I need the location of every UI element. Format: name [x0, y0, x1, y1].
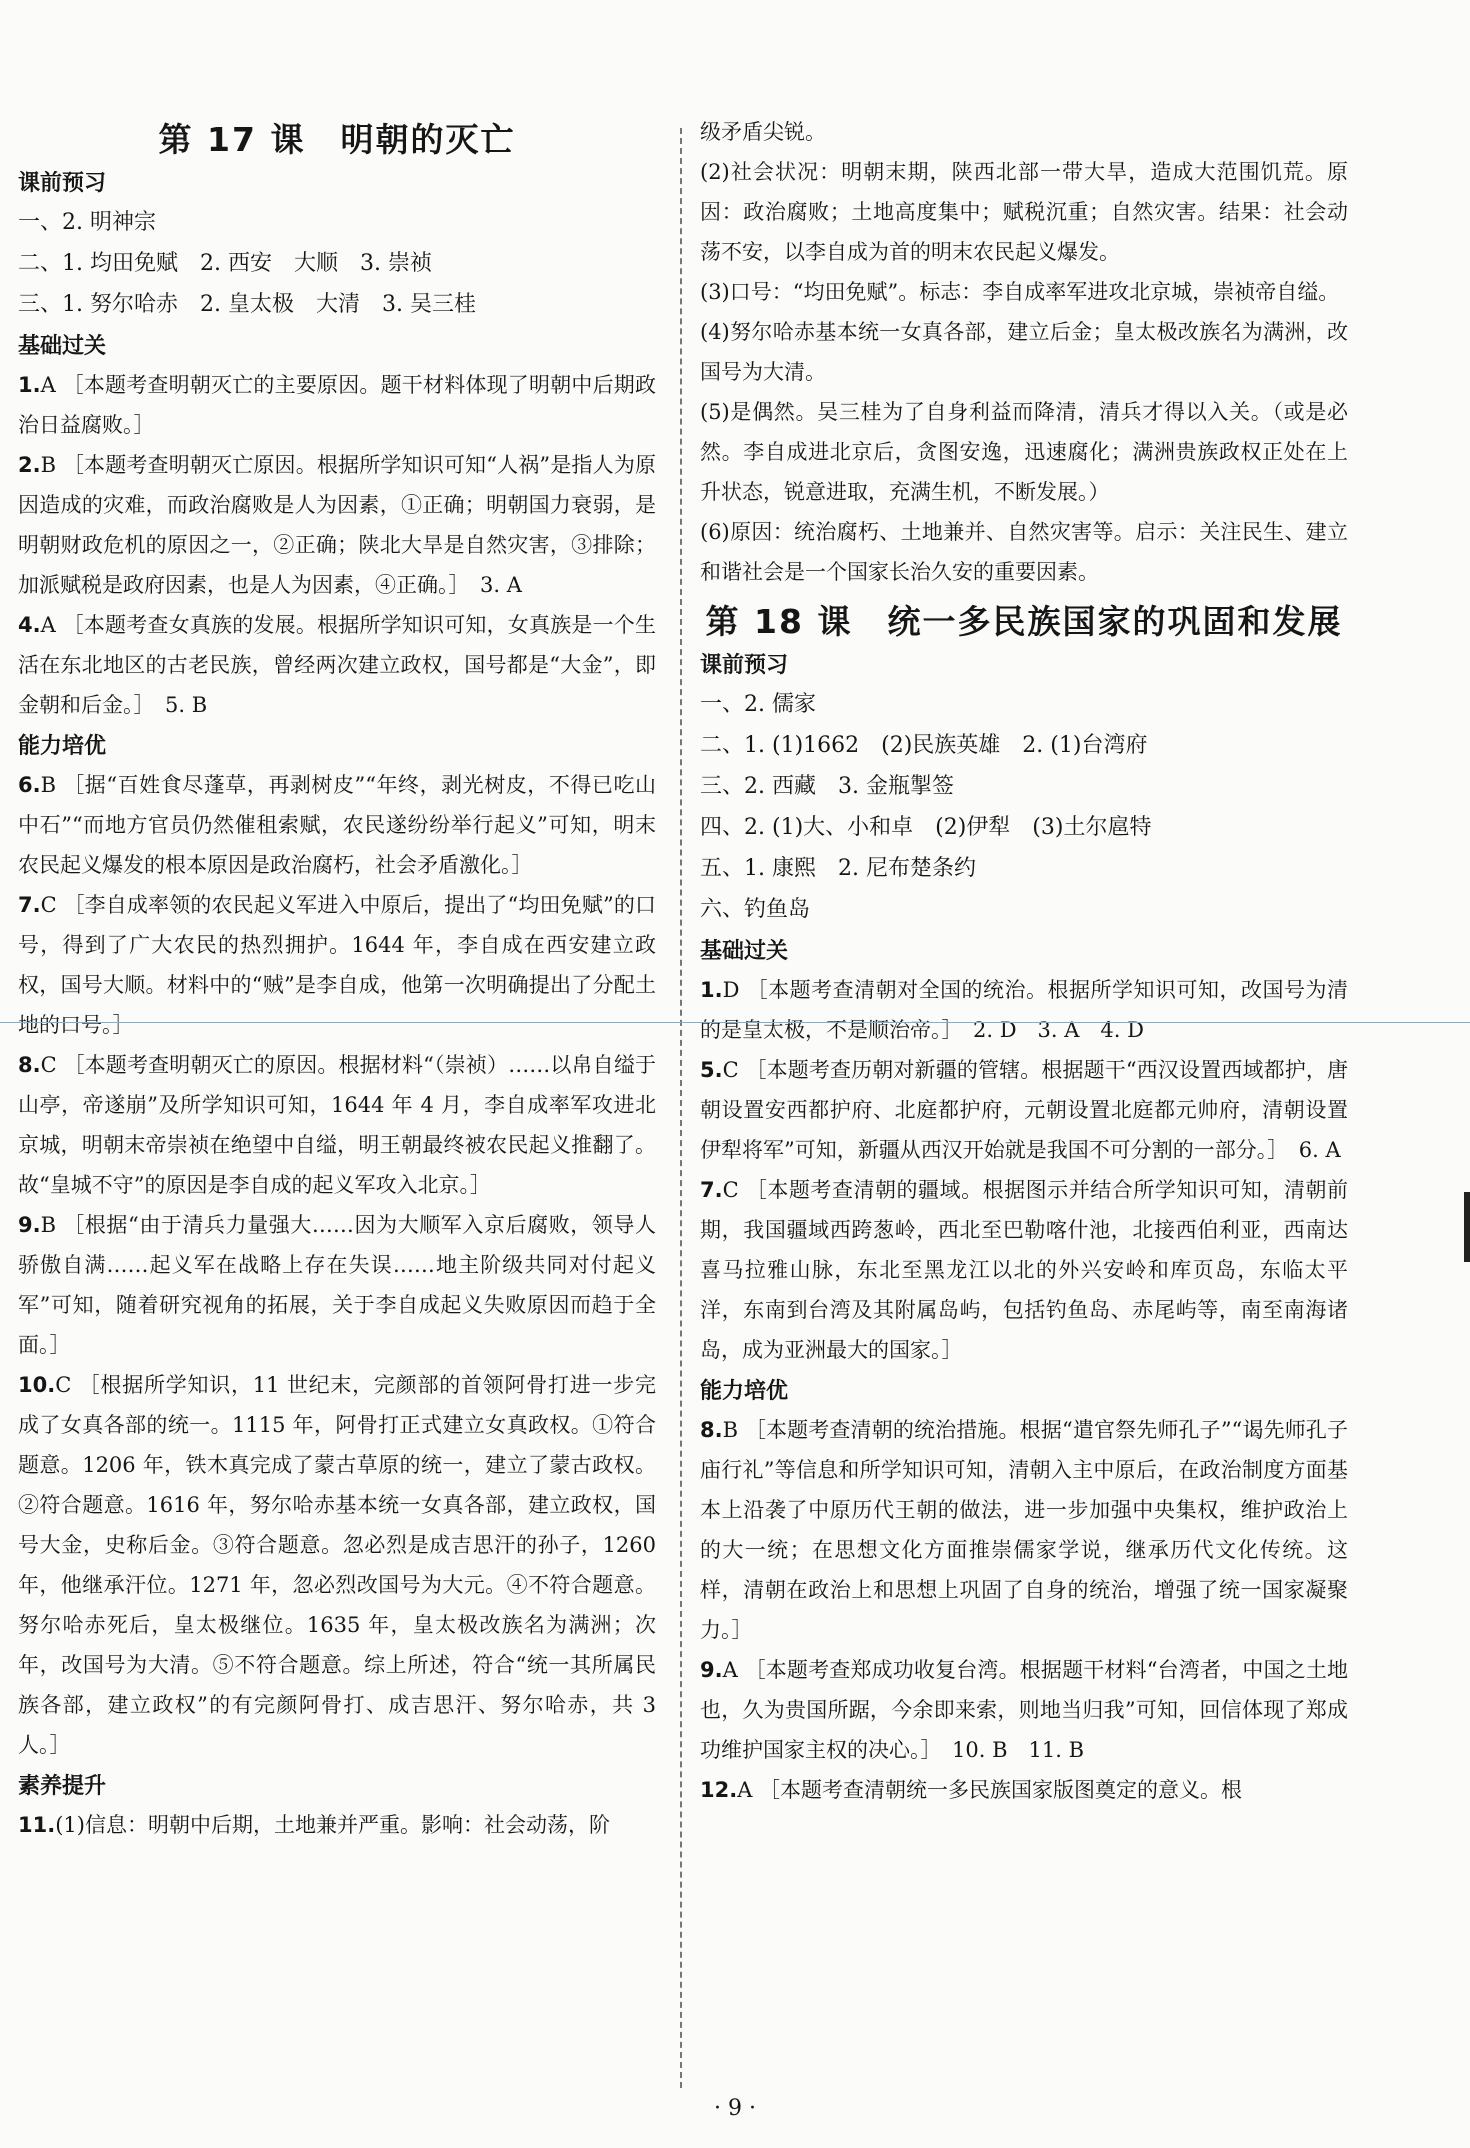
question-number: 1. [700, 978, 723, 1002]
answer-item [700, 1050, 1348, 1170]
answer-item [18, 1805, 656, 1845]
answer-line: 二、1. (1)1662 (2)民族英雄 2. (1)台湾府 [700, 733, 1148, 758]
answer-line: 二、1. 均田免赋 2. 西安 大顺 3. 崇祯 [18, 251, 432, 276]
answer-item [18, 365, 656, 445]
answer-item [700, 1170, 1348, 1370]
answer-text: A ［本题考查清朝统一多民族国家版图奠定的意义。根 [737, 1778, 1243, 1802]
answer-text: B ［本题考查清朝的统治措施。根据“遣官祭先师孔子”“谒先师孔子庙行礼”等信息和所学知识可知，清朝入主中原后，在政治制度方面基本上沿袭了中原历代王朝的做法，进一步加强中央集权，维护政治上的大一统；在思想文化方面推崇儒家学说，继承历代文化传统。这样，清朝在政治上和思想上巩固了自身的统治，增强了统一国家凝聚力。］ [700, 1418, 1348, 1642]
answer-item [700, 970, 1348, 1050]
answer-text: C ［本题考查历朝对新疆的管辖。根据题干“西汉设置西域都护，唐朝设置安西都护府、北庭都护府，元朝设置北庭都元帅府，清朝设置伊犁将军”可知，新疆从西汉开始就是我国不可分割的一部分。］ 6. A [700, 1058, 1348, 1162]
answer-text: B ［本题考查明朝灭亡原因。根据所学知识可知“人祸”是指人为原因造成的灾难，而政治腐败是人为因素，①正确；明朝国力衰弱，是明朝财政危机的原因之一，②正确；陕北大旱是自然灾害，③排除；加派赋税是政府因素，也是人为因素，④正确。］ 3. A [18, 453, 656, 597]
answer-item [18, 1045, 656, 1205]
answer-text: (5)是偶然。吴三桂为了自身利益而降清，清兵才得以入关。（或是必然。李自成进北京后，贪图安逸，迅速腐化；满洲贵族政权正处在上升状态，锐意进取，充满生机，不断发展。） [700, 400, 1348, 504]
answer-item [700, 1650, 1348, 1770]
answer-text: (3)口号：“均田免赋”。标志：李自成率军进攻北京城，崇祯帝自缢。 [700, 280, 1340, 304]
question-number: 9. [700, 1658, 723, 1682]
section-heading: 能力培优 [700, 1379, 789, 1404]
section-heading: 基础过关 [700, 939, 789, 964]
scan-line [0, 1022, 1470, 1023]
answer-item [700, 312, 1348, 392]
answer-text: D ［本题考查清朝对全国的统治。根据所学知识可知，改国号为清的是皇太极，不是顺治帝。］ 2. D 3. A 4. D [700, 978, 1348, 1042]
answer-line: 六、钓鱼岛 [700, 897, 811, 922]
question-number: 7. [700, 1178, 723, 1202]
answer-text: A ［本题考查明朝灭亡的主要原因。题干材料体现了明朝中后期政治日益腐败。］ [18, 373, 656, 437]
answer-item [18, 1205, 656, 1365]
question-number: 1. [18, 373, 41, 397]
question-number: 7. [18, 893, 41, 917]
answer-item [700, 1770, 1348, 1810]
answer-text: A ［本题考查女真族的发展。根据所学知识可知，女真族是一个生活在东北地区的古老民族，曾经两次建立政权，国号都是“大金”，即金朝和后金。］ 5. B [18, 613, 656, 717]
question-number: 8. [18, 1053, 41, 1077]
answer-text: (6)原因：统治腐朽、土地兼并、自然灾害等。启示：关注民生、建立和谐社会是一个国家长治久安的重要因素。 [700, 520, 1348, 584]
answer-line: 五、1. 康熙 2. 尼布楚条约 [700, 856, 976, 881]
answer-text: C ［根据所学知识，11 世纪末，完颜部的首领阿骨打进一步完成了女真各部的统一。1115 年，阿骨打正式建立女真政权。①符合题意。1206 年，铁木真完成了蒙古草原的统一，建立了蒙古政权。②符合题意。1616 年，努尔哈赤基本统一女真各部，建立政权，国号大金，史称后金。③符合题意。忽必烈是成吉思汗的孙子，1260 年，他继承汗位。1271 年，忽必烈改国号为大元。④不符合题意。努尔哈赤死后，皇太极继位。1635 年，皇太极改族名为满洲；次年，改国号为大清。⑤不符合题意。综上所述，符合“统一其所属民族各部，建立政权”的有完颜阿骨打、成吉思汗、努尔哈赤，共 3 人。］ [18, 1373, 656, 1757]
answer-text: (4)努尔哈赤基本统一女真各部，建立后金；皇太极改族名为满洲，改国号为大清。 [700, 320, 1348, 384]
answer-item [18, 765, 656, 885]
question-number: 10. [18, 1373, 56, 1397]
question-number: 5. [700, 1058, 723, 1082]
answer-item [700, 152, 1348, 272]
answer-text: 级矛盾尖锐。 [700, 120, 826, 144]
answer-line: 一、2. 明神宗 [18, 210, 156, 235]
question-number: 11. [18, 1813, 56, 1837]
answer-text: A ［本题考查郑成功收复台湾。根据题干材料“台湾者，中国之土地也，久为贵国所踞，今余即来索，则地当归我”可知，回信体现了郑成功维护国家主权的决心。］ 10. B 11. B [700, 1658, 1348, 1762]
question-number: 2. [18, 453, 41, 477]
answer-item [700, 512, 1348, 592]
column-divider [680, 128, 682, 2088]
lesson-title: 第 18 课 统一多民族国家的巩固和发展 [705, 602, 1343, 641]
section-heading: 课前预习 [700, 653, 789, 678]
section-heading: 基础过关 [18, 334, 107, 359]
section-heading: 能力培优 [18, 734, 107, 759]
answer-item [18, 605, 656, 725]
answer-item [18, 1365, 656, 1765]
edge-mark [1464, 1192, 1470, 1262]
answer-text: B ［根据“由于清兵力量强大……因为大顺军入京后腐败，领导人骄傲自满……起义军在战略上存在失误……地主阶级共同对付起义军”可知，随着研究视角的拓展，关于李自成起义失败原因而趋于全面。］ [18, 1213, 656, 1357]
answer-item [700, 1410, 1348, 1650]
answer-line: 四、2. (1)大、小和卓 (2)伊犁 (3)土尔扈特 [700, 815, 1152, 840]
question-number: 8. [700, 1418, 723, 1442]
answer-item [700, 272, 1348, 312]
answer-item [18, 885, 656, 1045]
answer-line: 三、1. 努尔哈赤 2. 皇太极 大清 3. 吴三桂 [18, 292, 476, 317]
answer-item [700, 392, 1348, 512]
answer-text: (2)社会状况：明朝末期，陕西北部一带大旱，造成大范围饥荒。原因：政治腐败；土地高度集中；赋税沉重；自然灾害。结果：社会动荡不安，以李自成为首的明末农民起义爆发。 [700, 160, 1348, 264]
question-number: 6. [18, 773, 41, 797]
answer-text: C ［本题考查明朝灭亡的原因。根据材料“（崇祯）……以帛自缢于山亭，帝遂崩”及所学知识可知，1644 年 4 月，李自成率军攻进北京城，明朝末帝崇祯在绝望中自缢，明王朝最终被农民起义推翻了。故“皇城不守”的原因是李自成的起义军攻入北京。］ [18, 1053, 656, 1197]
answer-item [700, 112, 1348, 152]
question-number: 9. [18, 1213, 41, 1237]
section-heading: 素养提升 [18, 1774, 107, 1799]
section-heading: 课前预习 [18, 171, 107, 196]
left-column [18, 0, 656, 1845]
page-number: · 9 · [714, 2096, 756, 2121]
answer-text: B ［据“百姓食尽蓬草，再剥树皮”“年终，剥光树皮，不得已吃山中石”“而地方官员仍然催租索赋，农民遂纷纷举行起义”可知，明末农民起义爆发的根本原因是政治腐朽，社会矛盾激化。］ [18, 773, 656, 877]
question-number: 4. [18, 613, 41, 637]
answer-line: 一、2. 儒家 [700, 692, 816, 717]
right-column [700, 0, 1348, 1810]
answer-item [18, 445, 656, 605]
answer-line: 三、2. 西藏 3. 金瓶掣签 [700, 774, 954, 799]
answer-text: C ［李自成率领的农民起义军进入中原后，提出了“均田免赋”的口号，得到了广大农民的热烈拥护。1644 年，李自成在西安建立政权，国号大顺。材料中的“贼”是李自成，他第一次明确提出了分配土地的口号。］ [18, 893, 656, 1037]
lesson-title: 第 17 课 明朝的灭亡 [158, 120, 516, 159]
question-number: 12. [700, 1778, 738, 1802]
answer-text: (1)信息：明朝中后期，土地兼并严重。影响：社会动荡，阶 [55, 1813, 610, 1837]
answer-text: C ［本题考查清朝的疆域。根据图示并结合所学知识可知，清朝前期，我国疆域西跨葱岭，西北至巴勒喀什池，北接西伯利亚，西南达喜马拉雅山脉，东北至黑龙江以北的外兴安岭和库页岛，东临太平洋，东南到台湾及其附属岛屿，包括钓鱼岛、赤尾屿等，南至南海诸岛，成为亚洲最大的国家。］ [700, 1178, 1348, 1362]
